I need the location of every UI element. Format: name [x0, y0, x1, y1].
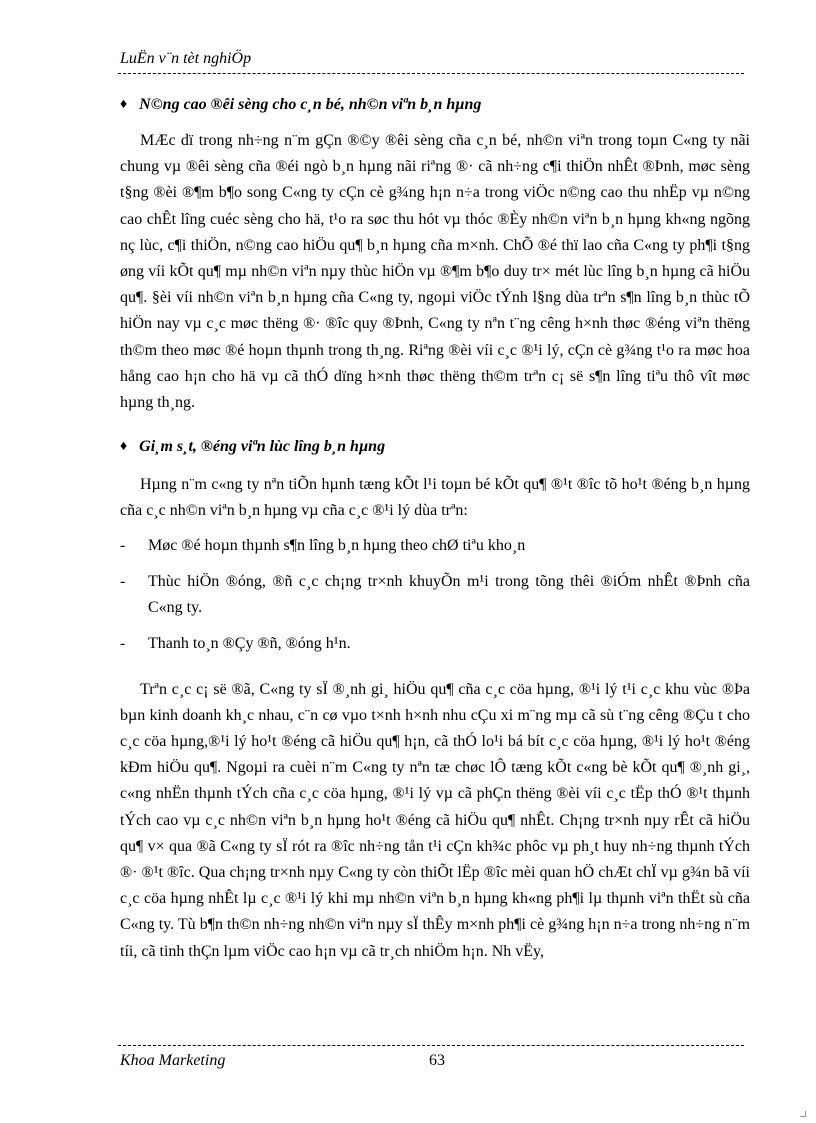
corner-mark-icon [800, 1111, 806, 1117]
diamond-bullet-icon: ♦ [120, 97, 128, 112]
list-item-text: Møc ®é hoµn thµnh s¶n lîng b¸n hµng theo chØ tiªu kho¸n [148, 536, 526, 554]
section-heading-text: N©ng cao ®êi sèng cho c¸n bé, nh©n viªn b¸n hµng [139, 96, 482, 113]
page-header-title: LuËn v¨n tèt nghiÖp [120, 50, 252, 67]
body-paragraph: Trªn c¸c c¡ së ®ã, C«ng ty sÏ ®¸nh gi¸ hiÖu qu¶ cña c¸c cöa hµng, ®¹i lý t¹i c¸c khu vùc ®Þa bµn kinh doanh kh¸c nhau, c¨n cø vµo t×nh h×nh nhu cÇu xi m¨ng mµ cã sù t¨ng cêng ®Çu t cho c¸c cöa hµng,®¹i lý ho¹t ®éng cã hiÖu qu¶ h¡n, cã thÓ lo¹i bá bít c¸c cöa hµng, ®¹i lý ho¹t ®éng kÐm hiÖu qu¶. Ngoµi ra cuèi n¨m C«ng ty nªn tæ chøc lÔ tæng kÕt c«ng bè kÕt qu¶ ®¸nh gi¸, c«ng nhËn thµnh tÝch cña c¸c cöa hµng, ®¹i lý vµ cã phÇn thëng ®èi víi c¸c tËp thÓ ®¹t thµnh tÝch cao vµ c¸c nh©n viªn b¸n hµng ho¹t ®éng cã hiÖu qu¶ nhÊt. Ch¡ng tr×nh nµy rÊt cã hiÖu qu¶ v× qua ®ã C«ng ty sÏ rót ra ®îc nh÷ng tån t¹i cÇn kh¾c phôc vµ ph¸t huy nh÷ng thµnh tÝch ®· ®¹t ®îc. Qua ch¡ng tr×nh nµy C«ng ty còn thiÕt lËp ®îc mèi quan hÖ chÆt chÏ vµ g¾n bã víi c¸c cöa hµng nhÊt lµ c¸c ®¹i lý khi mµ nh©n viªn b¸n hµng kh«ng ph¶i lµ thµnh viªn thËt sù cña C«ng ty. Tù b¶n th©n nh÷ng nh©n viªn nµy sÏ thÊy m×nh ph¶i cè g¾ng h¡n n÷a trong nh÷ng n¨m tíi, cã tinh thÇn lµm viÖc cao h¡n vµ cã tr¸ch nhiÖm h¡n. Nh vËy, [120, 680, 750, 960]
section-heading-text: Gi¸m s¸t, ®éng viªn lùc lîng b¸n hµng [139, 438, 386, 456]
list-item-text: Thùc hiÖn ®óng, ®ñ c¸c ch¡ng tr×nh khuyÕn m¹i trong tõng thêi ®iÓm nhÊt ®Þnh cña C«ng ty. [148, 572, 750, 616]
dash-bullet-icon: - [120, 536, 126, 554]
body-paragraph: MÆc dï trong nh÷ng n¨m gÇn ®©y ®êi sèng cña c¸n bé, nh©n viªn trong toµn C«ng ty nãi chung vµ ®êi sèng cña ®éi ngò b¸n hµng nãi riªng ®· cã nh÷ng c¶i thiÖn nhÊt ®Þnh, møc sèng t§ng ®èi ®¶m b¶o song C«ng ty cÇn cè g¾ng h¡n n÷a trong viÖc n©ng cao thu nhËp vµ n©ng cao chÊt lîng cuéc sèng cho hä, t¹o ra søc thu hót vµ thóc ®Èy nh©n viªn b¸n hµng kh«ng ngõng nç lùc, c¶i thiÖn, n©ng cao hiÖu qu¶ b¸n hµng cña m×nh. ChÕ ®é thï lao cña C«ng ty ph¶i t§ng øng víi kÕt qu¶ mµ nh©n viªn nµy thùc hiÖn vµ ®¶m b¶o duy tr× mét lùc lîng b¸n hµng cã hiÖu qu¶. §èi víi nh©n viªn b¸n hµng cña C«ng ty, ngoµi viÖc tÝnh l§ng dùa trªn s¶n lîng b¸n thùc tÕ hiÖn nay vµ c¸c møc thëng ®· ®îc quy ®Þnh, C«ng ty nªn t¨ng cêng h×nh thøc ®éng viªn thëng th©m theo møc ®é hoµn thµnh trong th¸ng. Riªng ®èi víi c¸c ®¹i lý, cÇn cè g¾ng t¹o ra møc hoa hång cao h¡n cho hä vµ cã thÓ dïng h×nh thøc thëng th©m trªn c¡ së s¶n lîng tiªu thô vît møc hµng th¸ng. [120, 132, 750, 412]
footer-divider [118, 1045, 744, 1046]
body-paragraph: Hµng n¨m c«ng ty nªn tiÕn hµnh tæng kÕt l¹i toµn bé kÕt qu¶ ®¹t ®îc tõ ho¹t ®éng b¸n hµng cña c¸c nh©n viªn b¸n hµng vµ cña c¸c ®¹i lý dùa trªn: [120, 476, 750, 520]
header-divider [118, 73, 744, 74]
section-heading [120, 438, 750, 456]
dash-bullet-icon: - [120, 634, 126, 652]
diamond-bullet-icon: ♦ [120, 439, 128, 455]
footer-faculty: Khoa Marketing [120, 1052, 226, 1069]
list-item-text: Thanh to¸n ®Çy ®ñ, ®óng h¹n. [148, 634, 351, 652]
page-content [120, 86, 750, 965]
criteria-list [120, 533, 750, 657]
dash-bullet-icon: - [120, 572, 126, 590]
list-item [120, 533, 750, 559]
list-item [120, 569, 750, 621]
list-item [120, 631, 750, 657]
section-heading [120, 96, 750, 114]
page-number: 63 [429, 1052, 445, 1069]
